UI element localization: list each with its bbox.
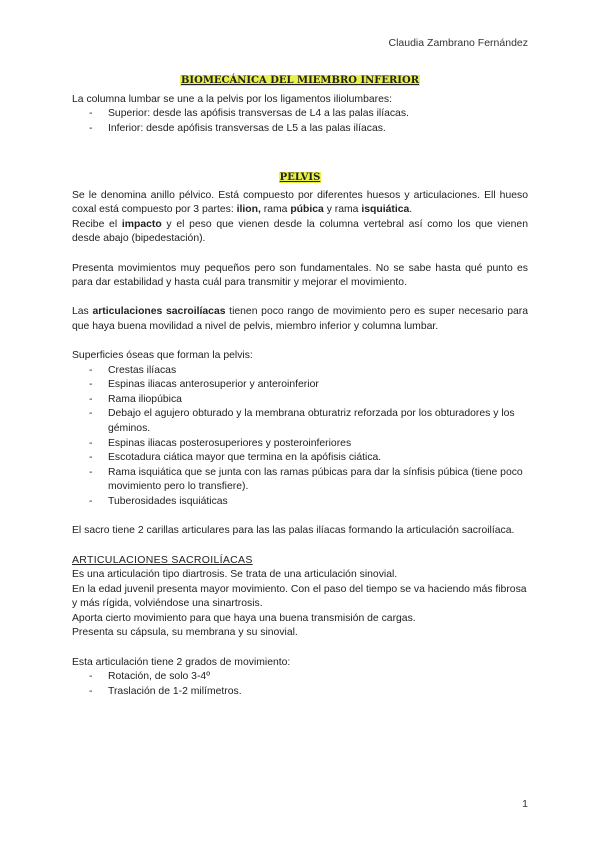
list-item: - Rama isquiática que se junta con las ramas púbicas para dar la sínfisis púbica (tiene poco movimiento pero lo transfiere). xyxy=(72,466,528,495)
sacroiliac-line: En la edad juvenil presenta mayor movimiento. Con el paso del tiempo se va haciendo más fibrosa y más rígida, volviéndose una sinartrosis. xyxy=(72,583,527,610)
pelvis-title-text: PELVIS xyxy=(279,171,321,183)
degrees-list xyxy=(72,670,528,699)
pelvis-title xyxy=(72,171,528,186)
degrees-intro: Esta articulación tiene 2 grados de movimiento: xyxy=(72,656,291,668)
list-item: - Espinas iliacas posterosuperiores y posteroinferiores xyxy=(72,437,528,452)
sacroiliac-line: Aporta cierto movimiento para que haya una buena transmisión de cargas. xyxy=(72,612,416,624)
sacroiliac-heading: ARTICULACIONES SACROILÍACAS xyxy=(72,554,253,567)
list-item: - Rama iliopúbica xyxy=(72,393,528,408)
list-item: - Crestas ilíacas xyxy=(72,364,528,379)
sacroiliac-line: Es una articulación tipo diartrosis. Se trata de una articulación sinovial. xyxy=(72,569,398,580)
sacrum-paragraph: El sacro tiene 2 carillas articulares para las las palas ilíacas formando la articulación sacroilíaca. xyxy=(72,525,515,537)
pelvis-paragraph-2: Recibe el impacto y el peso que vienen desde la columna vertebral así como los que vienen desde abajo (bipedestación). xyxy=(72,218,528,245)
main-title xyxy=(72,74,528,89)
pelvis-paragraph-4: Las articulaciones sacroilíacas tienen poco rango de movimiento pero es super necesario para que haya buena movilidad a nivel de pelvis, miembro inferior y columna lumbar. xyxy=(72,306,528,332)
list-item: - Escotadura ciática mayor que termina en la apófisis ciática. xyxy=(72,451,528,466)
pelvis-paragraph-1: Se le denomina anillo pélvico. Está compuesto por diferentes huesos y articulaciones. Ell hueso coxal está compuesto por 3 partes: ilion, rama púbica y rama isquiática. xyxy=(72,189,528,216)
list-item: - Traslación de 1-2 milímetros. xyxy=(72,685,528,700)
pelvis-paragraph-3: Presenta movimientos muy pequeños pero son fundamentales. No se sabe hasta qué punto es para dar estabilidad y hasta cuál para transmitir y mejorar el movimiento. xyxy=(72,262,528,289)
intro-text: La columna lumbar se une a la pelvis por los ligamentos iliolumbares: xyxy=(72,93,392,105)
intro-list xyxy=(72,107,528,136)
main-title-text: BIOMECÁNICA DEL MIEMBRO INFERIOR xyxy=(180,75,420,86)
page-number: 1 xyxy=(522,798,528,810)
surfaces-list xyxy=(72,364,528,510)
header-author: Claudia Zambrano Fernández xyxy=(388,37,528,49)
list-item: - Superior: desde las apófisis transversas de L4 a las palas ilíacas. xyxy=(72,107,528,122)
list-item: - Inferior: desde apófisis transversas de L5 a las palas ilíacas. xyxy=(72,122,528,137)
surfaces-intro: Superficies óseas que forman la pelvis: xyxy=(72,350,253,362)
list-item: - Tuberosidades isquiáticas xyxy=(72,495,528,510)
list-item: - Rotación, de solo 3-4º xyxy=(72,670,528,685)
document-body xyxy=(72,74,528,699)
list-item: - Espinas iliacas anterosuperior y anteroinferior xyxy=(72,378,528,393)
sacroiliac-line: Presenta su cápsula, su membrana y su sinovial. xyxy=(72,627,298,639)
list-item: - Debajo el agujero obturado y la membrana obturatriz reforzada por los obturadores y los géminos. xyxy=(72,407,528,436)
